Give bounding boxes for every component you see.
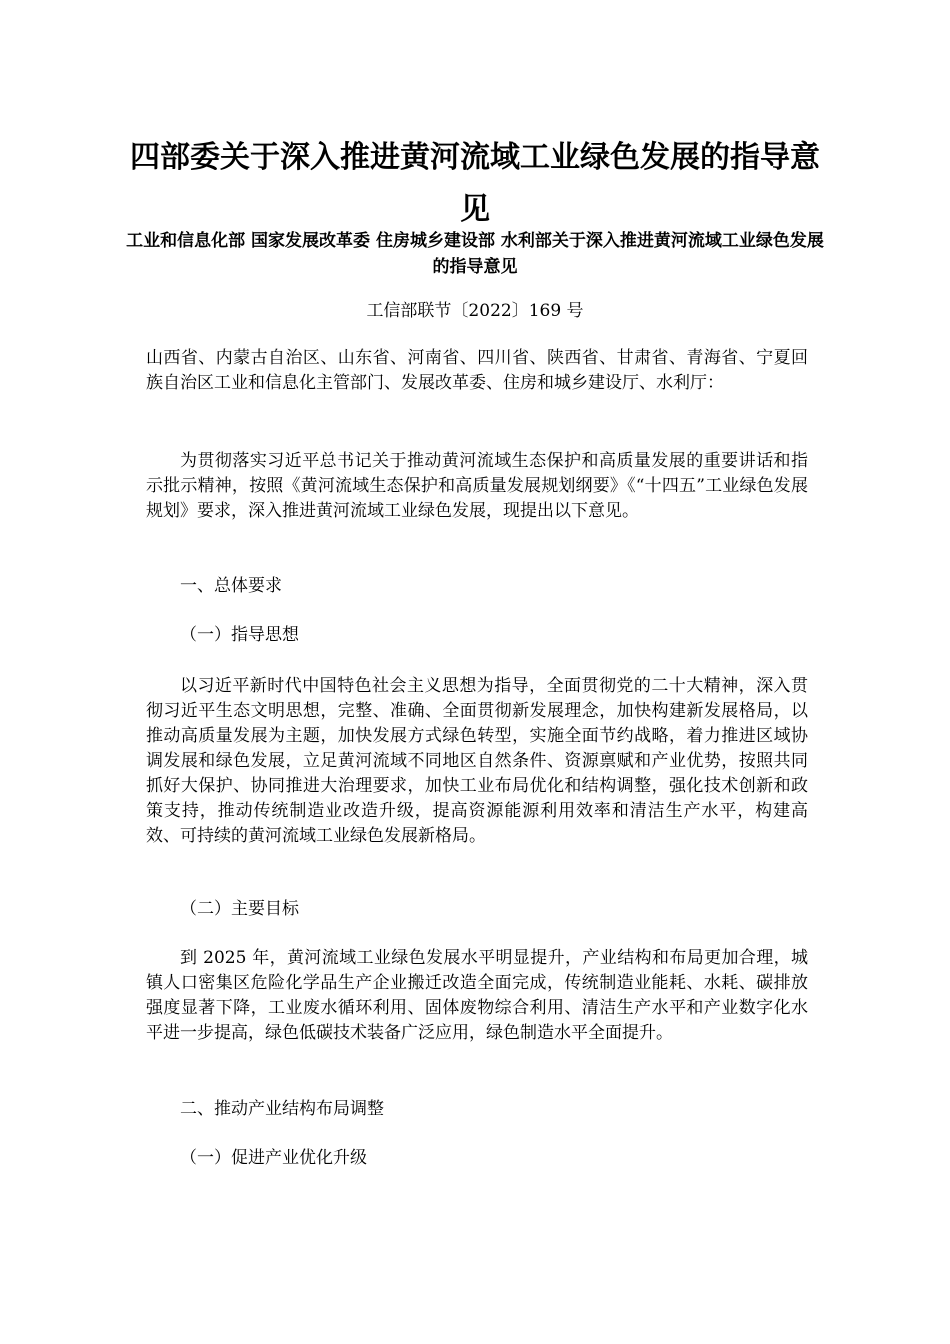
main-goals-paragraph: 到 2025 年，黄河流域工业绿色发展水平明显提升，产业结构和布局更加合理，城镇人口密集区危险化学品生产企业搬迁改造全面完成，传统制造业能耗、水耗、碳排放强度显著下降，工业废水循环利用、固体废物综合利用、清洁生产水平和产业数字化水平进一步提高，绿色低碳技术装备广泛应用，绿色制造水平全面提升。 bbox=[146, 948, 808, 1043]
subsection-heading-1-2: （二）主要目标 bbox=[180, 899, 299, 919]
section-heading-2: 二、推动产业结构布局调整 bbox=[180, 1099, 384, 1119]
section-heading-1: 一、总体要求 bbox=[180, 576, 282, 596]
document-number: 工信部联节〔2022〕169 号 bbox=[366, 301, 584, 321]
subsection-heading-2-1: （一）促进产业优化升级 bbox=[180, 1148, 367, 1168]
guiding-ideology-paragraph: 以习近平新时代中国特色社会主义思想为指导，全面贯彻党的二十大精神，深入贯彻习近平生态文明思想，完整、准确、全面贯彻新发展理念，加快构建新发展格局，以推动高质量发展为主题，加快发展方式绿色转型，实施全面节约战略，着力推进区域协调发展和绿色发展，立足黄河流域不同地区自然条件、资源禀赋和产业优势，按照共同抓好大保护、协同推进大治理要求，加快工业布局优化和结构调整，强化技术创新和政策支持，推动传统制造业改造升级，提高资源能源利用效率和清洁生产水平，构建高效、可持续的黄河流域工业绿色发展新格局。 bbox=[146, 676, 808, 846]
subsection-heading-1-1: （一）指导思想 bbox=[180, 625, 299, 645]
document-title: 四部委关于深入推进黄河流域工业绿色发展的指导意见 bbox=[130, 140, 820, 227]
recipients-paragraph: 山西省、内蒙古自治区、山东省、河南省、四川省、陕西省、甘肃省、青海省、宁夏回族自治区工业和信息化主管部门、发展改革委、住房和城乡建设厅、水利厅： bbox=[146, 348, 808, 393]
intro-paragraph: 为贯彻落实习近平总书记关于推动黄河流域生态保护和高质量发展的重要讲话和指示批示精神，按照《黄河流域生态保护和高质量发展规划纲要》《“十四五”工业绿色发展规划》要求，深入推进黄河流域工业绿色发展，现提出以下意见。 bbox=[146, 451, 808, 521]
document-subtitle: 工业和信息化部 国家发展改革委 住房城乡建设部 水利部关于深入推进黄河流域工业绿色发展的指导意见 bbox=[126, 231, 824, 277]
